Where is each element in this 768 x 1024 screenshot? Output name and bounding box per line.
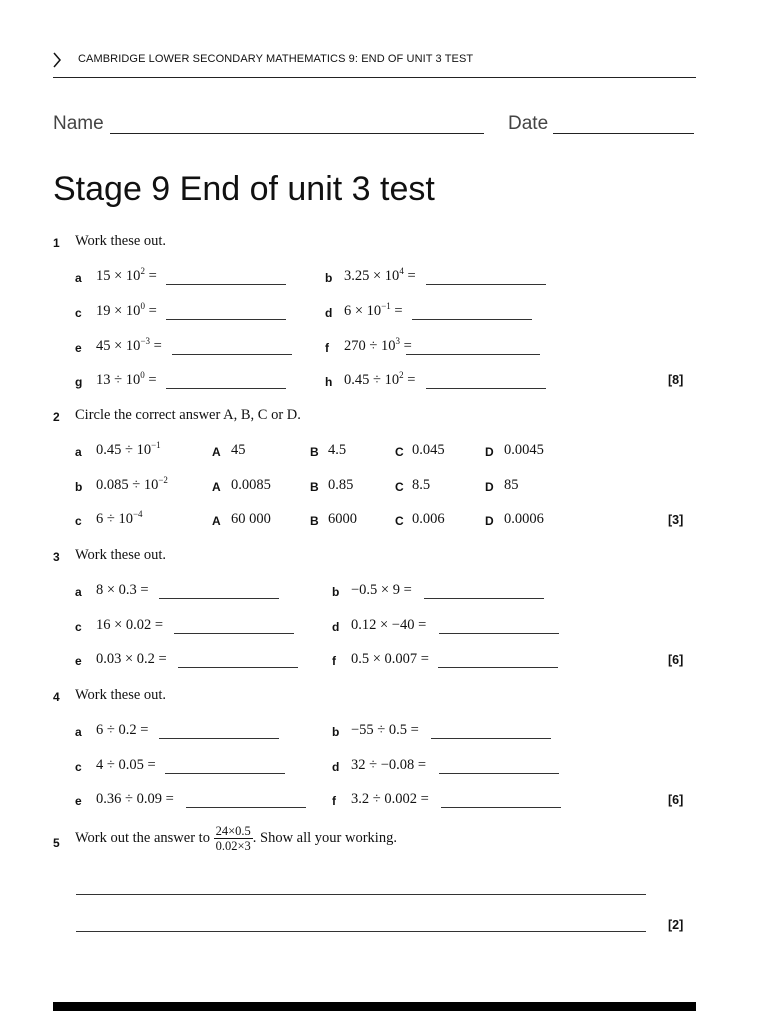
part-label: c — [75, 306, 82, 320]
expression — [96, 442, 161, 459]
part-label: b — [75, 480, 83, 494]
equals-sign: = — [144, 303, 157, 319]
option-a-value[interactable]: 0.0085 — [231, 477, 271, 493]
question-prompt: Work these out. — [75, 687, 167, 703]
part-label: c — [75, 620, 82, 634]
part-label: a — [75, 585, 82, 599]
option-a-letter[interactable]: A — [212, 514, 221, 528]
expression: 16 × 0.02 = — [96, 617, 164, 633]
answer-line[interactable] — [166, 319, 286, 320]
question-number: 4 — [53, 690, 60, 704]
part-label: b — [332, 585, 340, 599]
option-a-letter[interactable]: A — [212, 480, 221, 494]
expression: −55 ÷ 0.5 = — [351, 722, 419, 738]
expression-base: 270 ÷ 10 — [344, 338, 396, 354]
option-c-value[interactable]: 8.5 — [412, 477, 431, 493]
option-b-letter[interactable]: B — [310, 480, 319, 494]
equals-sign: = — [403, 372, 416, 388]
header-rule — [53, 77, 696, 78]
question-number: 3 — [53, 550, 60, 564]
equals-sign: = — [399, 338, 412, 354]
option-a-letter[interactable]: A — [212, 445, 221, 459]
option-b-letter[interactable]: B — [310, 445, 319, 459]
part-label: c — [75, 514, 82, 528]
exponent: 0 — [140, 370, 145, 381]
part-label: f — [332, 654, 336, 668]
part-label: a — [75, 445, 82, 459]
option-c-letter[interactable]: C — [395, 445, 404, 459]
part-label: f — [325, 341, 329, 355]
answer-line[interactable] — [159, 598, 279, 599]
marks-label: [8] — [668, 373, 684, 387]
expression-base: 0.085 ÷ 10 — [96, 477, 159, 493]
prompt-text: Work out the answer to — [75, 830, 210, 847]
exponent: −1 — [151, 440, 161, 451]
equals-sign: = — [144, 268, 157, 284]
option-d-value[interactable]: 0.0006 — [504, 511, 544, 527]
expression: 0.03 × 0.2 = — [96, 651, 167, 667]
answer-line[interactable] — [178, 667, 298, 668]
exponent: 3 — [395, 336, 400, 347]
answer-line[interactable] — [426, 388, 546, 389]
question-prompt: Work these out. — [75, 233, 167, 249]
exponent: −3 — [140, 336, 151, 347]
option-a-value[interactable]: 60 000 — [231, 511, 271, 527]
part-label: d — [332, 760, 340, 774]
expression: 0.5 × 0.007 = — [351, 651, 429, 667]
expression-base: 19 × 10 — [96, 303, 141, 319]
exponent: 0 — [140, 301, 145, 312]
question-number: 5 — [53, 836, 60, 850]
expression: 8 × 0.3 = — [96, 582, 149, 598]
option-a-value[interactable]: 45 — [231, 442, 246, 458]
exponent: −1 — [381, 301, 391, 312]
option-d-letter[interactable]: D — [485, 445, 494, 459]
prompt-text: . Show all your working. — [252, 830, 397, 847]
exponent: 2 — [399, 370, 404, 381]
answer-line[interactable] — [172, 354, 292, 355]
part-label: e — [75, 794, 82, 808]
answer-line[interactable] — [426, 284, 546, 285]
exponent: −2 — [158, 475, 168, 486]
chevron-right-icon — [52, 51, 62, 74]
expression-base: 6 × 10 — [344, 303, 382, 319]
working-line[interactable] — [76, 931, 646, 932]
expression-base: 45 × 10 — [96, 338, 141, 354]
part-label: d — [325, 306, 333, 320]
option-d-value[interactable]: 85 — [504, 477, 519, 493]
marks-label: [6] — [668, 793, 684, 807]
option-d-letter[interactable]: D — [485, 480, 494, 494]
marks-label: [2] — [668, 918, 684, 932]
expression-base: 6 ÷ 10 — [96, 511, 133, 527]
expression — [96, 372, 157, 389]
expression: 0.12 × −40 = — [351, 617, 427, 633]
question-prompt: Circle the correct answer A, B, C or D. — [75, 407, 301, 423]
page-title: Stage 9 End of unit 3 test — [53, 170, 435, 208]
answer-line[interactable] — [186, 807, 306, 808]
expression-base: 0.45 ÷ 10 — [344, 372, 400, 388]
answer-line[interactable] — [441, 807, 561, 808]
fraction-numerator: 24×0.5 — [215, 824, 251, 838]
part-label: b — [332, 725, 340, 739]
answer-line[interactable] — [406, 354, 540, 355]
part-label: b — [325, 271, 333, 285]
exponent: 4 — [399, 266, 404, 277]
answer-line[interactable] — [424, 598, 544, 599]
expression-base: 15 × 10 — [96, 268, 141, 284]
answer-line[interactable] — [412, 319, 532, 320]
option-c-value[interactable]: 0.045 — [412, 442, 445, 458]
answer-line[interactable] — [439, 773, 559, 774]
expression — [344, 338, 412, 355]
expression — [96, 303, 157, 320]
name-field[interactable] — [110, 133, 484, 134]
exponent: −4 — [132, 509, 143, 520]
expression — [96, 338, 162, 355]
expression — [96, 477, 168, 494]
part-label: d — [332, 620, 340, 634]
expression — [96, 511, 143, 528]
expression-base: 0.45 ÷ 10 — [96, 442, 152, 458]
option-b-value[interactable]: 6000 — [328, 511, 357, 527]
part-label: a — [75, 725, 82, 739]
expression — [344, 372, 415, 389]
question-prompt — [75, 824, 397, 854]
answer-line[interactable] — [438, 667, 558, 668]
expression-base: 13 ÷ 10 — [96, 372, 141, 388]
expression — [96, 268, 157, 285]
answer-line[interactable] — [174, 633, 294, 634]
part-label: c — [75, 760, 82, 774]
answer-line[interactable] — [166, 388, 286, 389]
marks-label: [3] — [668, 513, 684, 527]
equals-sign: = — [144, 372, 157, 388]
part-label: a — [75, 271, 82, 285]
question-number: 2 — [53, 410, 60, 424]
question-number: 1 — [53, 236, 60, 250]
fraction-denominator: 0.02×3 — [215, 839, 251, 854]
expression: 6 ÷ 0.2 = — [96, 722, 149, 738]
date-field[interactable] — [553, 133, 694, 134]
equals-sign: = — [403, 268, 416, 284]
answer-line[interactable] — [165, 773, 285, 774]
answer-line[interactable] — [439, 633, 559, 634]
option-b-letter[interactable]: B — [310, 514, 319, 528]
option-d-value[interactable]: 0.0045 — [504, 442, 544, 458]
expression: 3.2 ÷ 0.002 = — [351, 791, 429, 807]
option-c-value[interactable]: 0.006 — [412, 511, 445, 527]
expression: −0.5 × 9 = — [351, 582, 412, 598]
part-label: e — [75, 654, 82, 668]
answer-line[interactable] — [166, 284, 286, 285]
part-label: g — [75, 375, 83, 389]
expression-base: 3.25 × 10 — [344, 268, 400, 284]
date-label: Date — [508, 113, 549, 134]
expression: 4 ÷ 0.05 = — [96, 757, 156, 773]
equals-sign: = — [150, 338, 162, 354]
fraction-expression — [214, 824, 253, 854]
part-label: e — [75, 341, 82, 355]
expression: 0.36 ÷ 0.09 = — [96, 791, 174, 807]
answer-line[interactable] — [159, 738, 279, 739]
answer-line[interactable] — [431, 738, 551, 739]
name-label: Name — [53, 113, 104, 134]
exponent: 2 — [140, 266, 145, 277]
option-c-letter[interactable]: C — [395, 514, 404, 528]
footer-bar — [53, 1002, 696, 1011]
working-line[interactable] — [76, 894, 646, 895]
option-c-letter[interactable]: C — [395, 480, 404, 494]
question-prompt: Work these out. — [75, 547, 167, 563]
option-d-letter[interactable]: D — [485, 514, 494, 528]
expression — [344, 268, 416, 285]
running-header: CAMBRIDGE LOWER SECONDARY MATHEMATICS 9: END OF UNIT 3 TEST — [78, 53, 474, 65]
option-b-value[interactable]: 4.5 — [328, 442, 347, 458]
equals-sign: = — [390, 303, 403, 319]
expression — [344, 303, 403, 320]
part-label: f — [332, 794, 336, 808]
option-b-value[interactable]: 0.85 — [328, 477, 354, 493]
part-label: h — [325, 375, 333, 389]
marks-label: [6] — [668, 653, 684, 667]
expression: 32 ÷ −0.08 = — [351, 757, 427, 773]
